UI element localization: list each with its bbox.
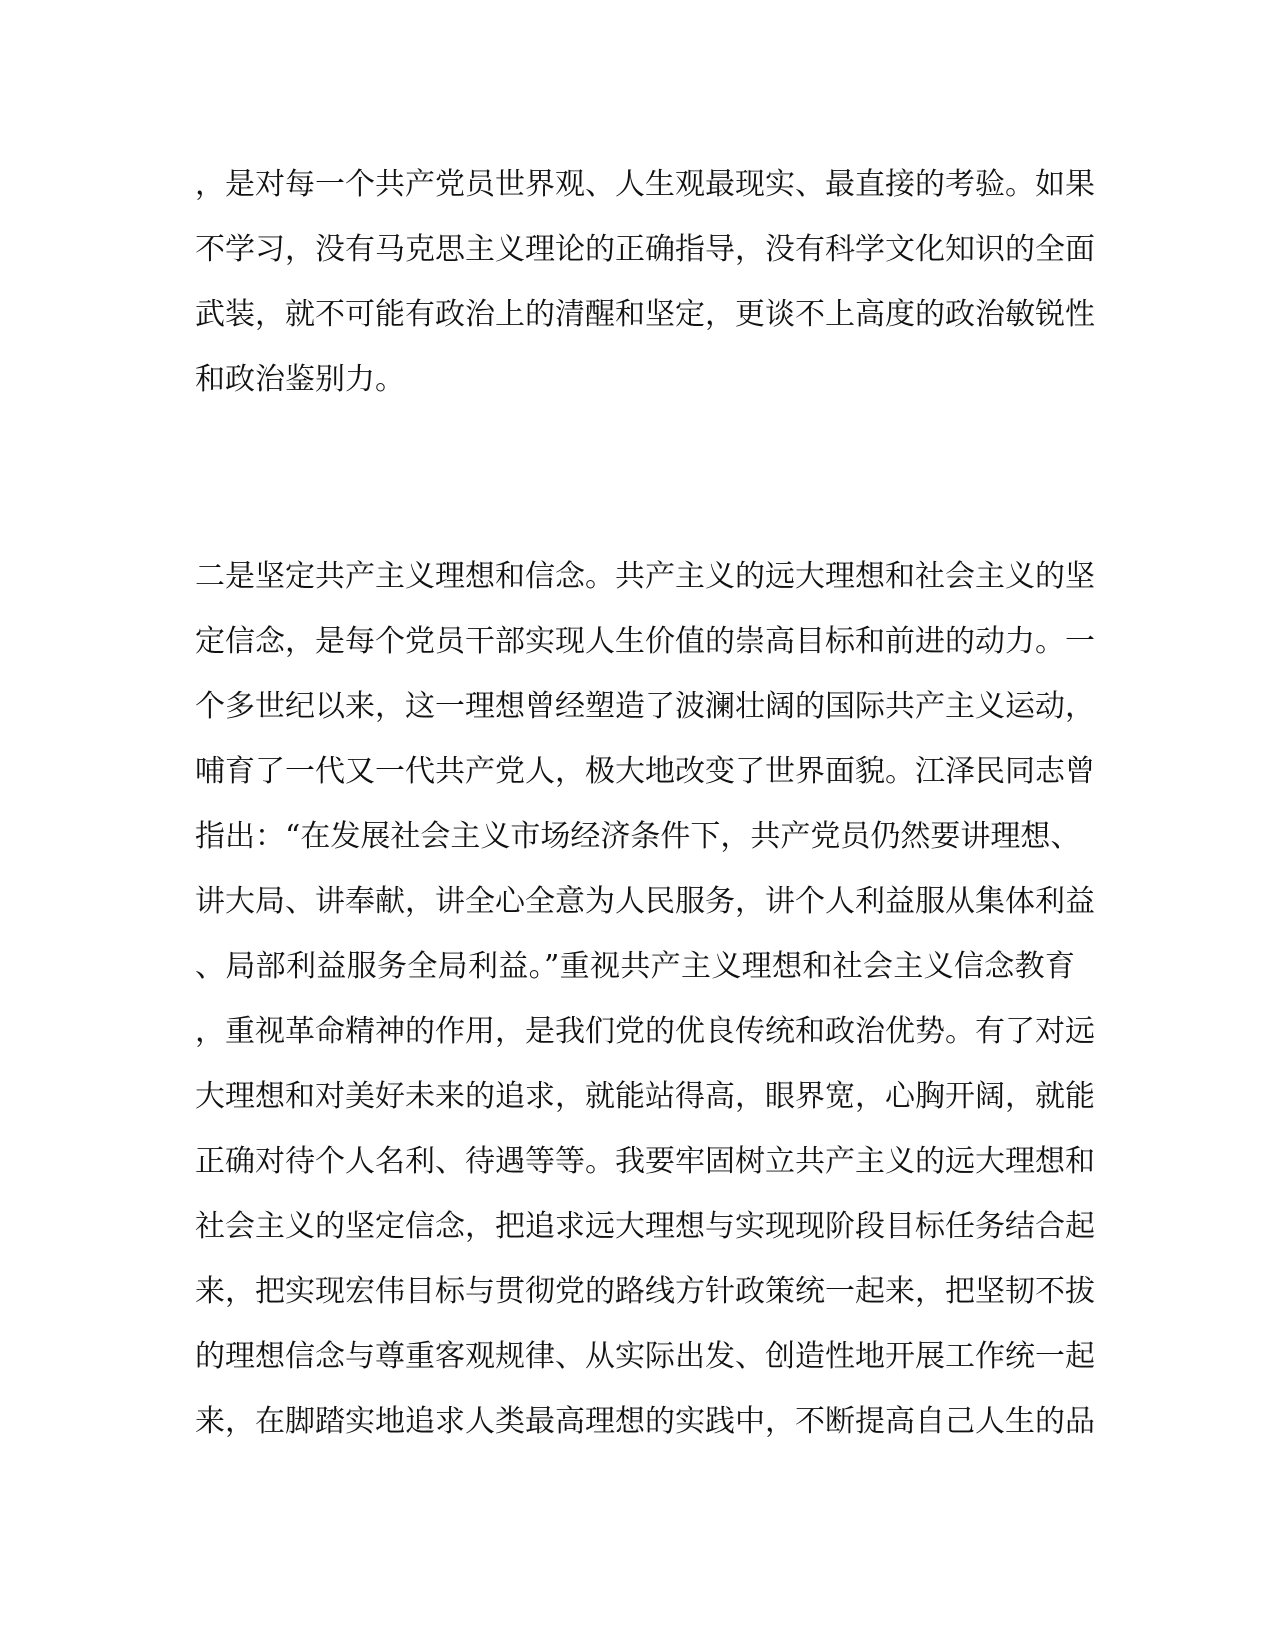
text-line: 来，把实现宏伟目标与贯彻党的路线方针政策统一起来，把坚韧不拔: [195, 1274, 1095, 1309]
paragraph-1: [195, 152, 1095, 412]
text-line: ，是对每一个共产党员世界观、人生观最现实、最直接的考验。如果: [195, 167, 1095, 202]
text-line: 和政治鉴别力。: [195, 362, 405, 397]
text-line: 正确对待个人名利、待遇等等。我要牢固树立共产主义的远大理想和: [195, 1144, 1095, 1179]
text-line: 哺育了一代又一代共产党人，极大地改变了世界面貌。江泽民同志曾: [195, 754, 1095, 789]
text-line: ，重视革命精神的作用，是我们党的优良传统和政治优势。有了对远: [195, 1014, 1095, 1049]
text-line: 不学习，没有马克思主义理论的正确指导，没有科学文化知识的全面: [195, 232, 1095, 267]
text-line: 指出：“在发展社会主义市场经济条件下，共产党员仍然要讲理想、: [195, 819, 1081, 854]
text-line: 武装，就不可能有政治上的清醒和坚定，更谈不上高度的政治敏锐性: [195, 297, 1095, 332]
text-line: 、局部利益服务全局利益。”重视共产主义理想和社会主义信念教育: [195, 949, 1075, 984]
text-line: 个多世纪以来，这一理想曾经塑造了波澜壮阔的国际共产主义运动，: [195, 689, 1095, 724]
text-line: 的理想信念与尊重客观规律、从实际出发、创造性地开展工作统一起: [195, 1339, 1095, 1374]
text-line: 社会主义的坚定信念，把追求远大理想与实现现阶段目标任务结合起: [195, 1209, 1095, 1244]
text-line: 定信念，是每个党员干部实现人生价值的崇高目标和前进的动力。一: [195, 624, 1095, 659]
text-line: 讲大局、讲奉献，讲全心全意为人民服务，讲个人利益服从集体利益: [195, 884, 1095, 919]
text-line: 来，在脚踏实地追求人类最高理想的实践中，不断提高自己人生的品: [195, 1404, 1095, 1439]
text-line: 二是坚定共产主义理想和信念。共产主义的远大理想和社会主义的坚: [195, 559, 1095, 594]
paragraph-2: [195, 544, 1095, 1454]
text-line: 大理想和对美好未来的追求，就能站得高，眼界宽，心胸开阔，就能: [195, 1079, 1095, 1114]
